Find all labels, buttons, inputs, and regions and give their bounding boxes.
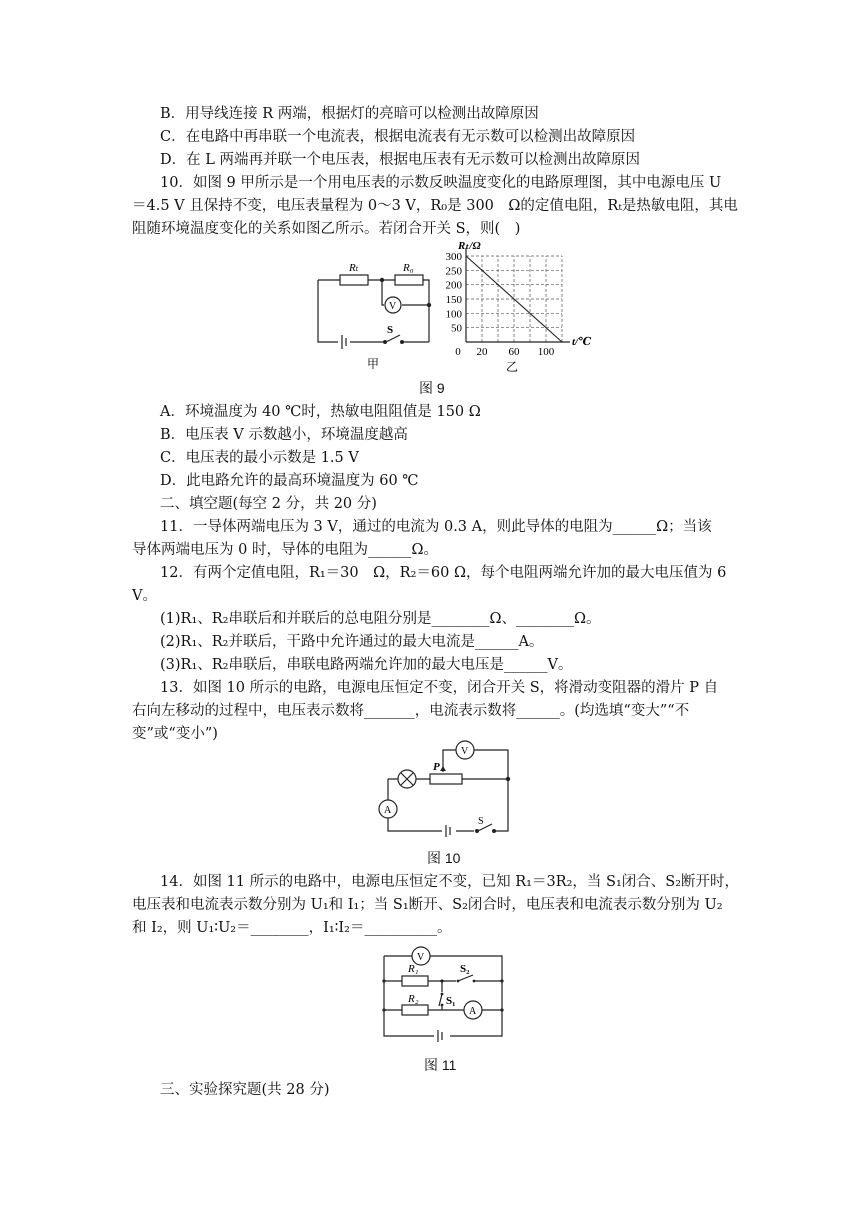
question-13-line-1: 13．如图 10 所示的电路，电源电压恒定不变，闭合开关 S，将滑动变阻器的滑片 P 自	[160, 680, 719, 696]
voltmeter-label: V	[389, 301, 397, 312]
fig10-caption: 图 10	[427, 850, 461, 866]
fig9-caption: 图 9	[419, 380, 445, 396]
chart-ylabel: Rₜ/Ω	[458, 240, 481, 252]
chart-y-tick: 150	[445, 294, 462, 306]
ammeter-label: A	[384, 805, 392, 816]
fig9-circuit-jia	[310, 255, 440, 375]
chart-xlabel: t/℃	[572, 336, 592, 348]
chart-y-tick: 200	[445, 279, 462, 292]
question-10-line-3: 阻随环境温度变化的关系如图乙所示。若闭合开关 S，则( )	[132, 221, 521, 237]
question-13-line-3: 变”或“变小”)	[132, 726, 218, 742]
question-11-line-1: 11．一导体两端电压为 3 V，通过的电流为 0.3 A，则此导体的电阻为______Ω；当该	[160, 519, 712, 535]
label-r0: R₀	[403, 262, 414, 274]
question-14-line-2: 电压表和电流表示数分别为 U₁和 I₁；当 S₁断开、S₂闭合时，电压表和电流表示数分别为 U₂	[132, 897, 723, 913]
question-12-part-2: (2)R₁、R₂并联后，干路中允许通过的最大电流是______A。	[160, 634, 544, 650]
chart-x-tick: 0	[455, 346, 461, 358]
slider-label: P	[433, 761, 440, 773]
question-10-line-2: ＝4.5 V 且保持不变，电压表量程为 0～3 V，R₀是 300 Ω的定值电阻，Rₜ是热敏电阻，其电	[132, 198, 738, 214]
option-d-line: D．在 L 两端再并联一个电压表，根据电压表有无示数可以检测出故障原因	[160, 152, 640, 168]
label-s2: S₂	[460, 963, 470, 975]
chart-y-tick: 300	[445, 251, 462, 263]
label-r2: R₂	[408, 993, 419, 1005]
label-rt: Rₜ	[349, 262, 359, 274]
option-c-line: C．在电路中再串联一个电流表，根据电流表有无示数可以检测出故障原因	[160, 129, 636, 145]
question-10-line-1: 10．如图 9 甲所示是一个用电压表的示数反映温度变化的电路原理图，其中电源电压 U	[160, 175, 722, 191]
label-r1: R₁	[408, 963, 419, 975]
option-b-line: B．用导线连接 R 两端，根据灯的亮暗可以检测出故障原因	[160, 106, 539, 122]
switch-label: S	[387, 324, 394, 336]
switch-label: S	[478, 816, 484, 827]
chart-x-tick: 100	[537, 346, 555, 358]
chart-y-tick: 100	[445, 308, 462, 321]
question-11-line-2: 导体两端电压为 0 时，导体的电阻为______Ω。	[132, 542, 438, 558]
label-s1: S₁	[446, 995, 456, 1007]
question-14-line-3: 和 I₂，则 U₁∶U₂＝________，I₁∶I₂＝__________。	[132, 920, 452, 936]
option-a-10: A．环境温度为 40 ℃时，热敏电阻阻值是 150 Ω	[160, 404, 481, 420]
fig10-circuit	[374, 738, 516, 838]
chart-x-tick: 60	[508, 346, 520, 358]
option-b-10: B．电压表 V 示数越小，环境温度越高	[160, 427, 408, 443]
option-d-10: D．此电路允许的最高环境温度为 60 ℃	[160, 473, 419, 489]
chart-y-tick: 50	[451, 322, 462, 335]
fig11-caption: 图 11	[424, 1057, 457, 1073]
fig9-jia-label: 甲	[367, 357, 380, 371]
section-2-heading: 二、填空题(每空 2 分，共 20 分)	[160, 496, 377, 512]
option-c-10: C．电压表的最小示数是 1.5 V	[160, 450, 359, 466]
section-3-heading: 三、实验探究题(共 28 分)	[160, 1082, 330, 1098]
question-12-line-1: 12．有两个定值电阻，R₁＝30 Ω，R₂＝60 Ω，每个电阻两端允许加的最大电压值为 6	[160, 565, 727, 581]
fig9-chart-yi	[432, 238, 592, 376]
fig11-circuit	[378, 938, 508, 1046]
question-12-line-2: V。	[132, 588, 157, 604]
question-12-part-1: (1)R₁、R₂串联后和并联后的总电阻分别是________Ω、________Ω。	[160, 611, 601, 627]
question-14-line-1: 14．如图 11 所示的电路中，电源电压恒定不变，已知 R₁＝3R₂，当 S₁闭合、S₂断开时，	[160, 874, 740, 890]
question-13-line-2: 右向左移动的过程中，电压表示数将_______，电流表示数将______。(均选填“变大”“不	[132, 703, 690, 719]
voltmeter-label: V	[461, 746, 469, 757]
fig9-yi-label: 乙	[506, 360, 519, 374]
question-12-part-3: (3)R₁、R₂串联后，串联电路两端允许加的最大电压是______V。	[160, 657, 573, 673]
ammeter-label: A	[469, 1006, 477, 1017]
voltmeter-label: V	[417, 952, 425, 963]
chart-x-tick: 20	[476, 346, 488, 358]
chart-y-tick: 250	[445, 265, 462, 278]
